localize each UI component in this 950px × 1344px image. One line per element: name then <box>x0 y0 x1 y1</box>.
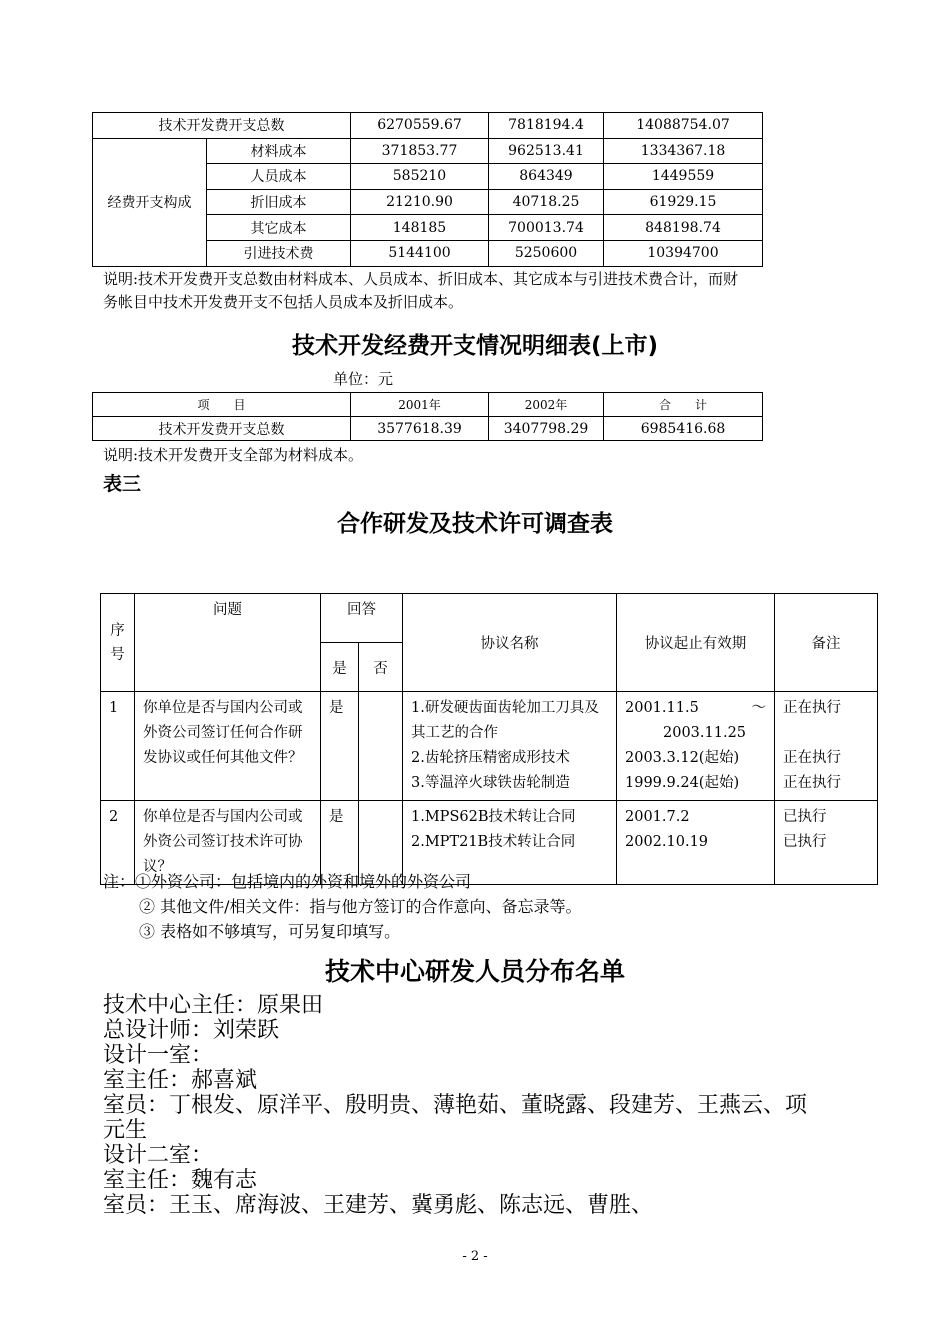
row-yes: 是 <box>321 692 359 801</box>
row-remarks <box>775 801 878 885</box>
cell: 962513.41 <box>489 138 604 164</box>
page-number: - 2 - <box>462 1249 488 1264</box>
cell: 3407798.29 <box>489 417 604 441</box>
note-line: 说明:技术开发费开支总数由材料成本、人员成本、折旧成本、其它成本与引进技术费合计，而财 <box>103 270 739 288</box>
row-label: 折旧成本 <box>207 189 351 215</box>
section4-title: 技术中心研发人员分布名单 <box>324 957 625 986</box>
table-row <box>93 138 763 164</box>
table-header <box>93 393 763 417</box>
section2-title: 技术开发经费开支情况明细表(上市) <box>291 333 659 359</box>
period-item: 2003.3.12(起始) <box>625 750 740 766</box>
note-line: ② 其他文件/相关文件：指与他方签订的合作意向、备忘录等。 <box>139 897 582 916</box>
header-seq-text: 序号 <box>110 622 125 663</box>
header-item: 项 目 <box>93 393 351 417</box>
section3-notes <box>103 869 581 944</box>
header-answer: 回答 <box>321 594 403 643</box>
remark-item: 已执行 <box>783 834 827 850</box>
row-periods <box>617 692 775 801</box>
remark-spacer <box>783 721 869 746</box>
staff-line: 元生 <box>103 1118 148 1143</box>
staff-line: 设计二室： <box>103 1143 214 1168</box>
staff-line: 设计一室： <box>103 1043 214 1068</box>
row-label: 材料成本 <box>207 138 351 164</box>
period-item: 1999.9.24(起始) <box>625 775 740 791</box>
staff-line: 室员：丁根发、原洋平、殷明贵、薄艳茹、董晓露、段建芳、王燕云、项 <box>103 1093 808 1118</box>
total-sum: 14088754.07 <box>604 113 763 139</box>
table1-note <box>103 268 738 314</box>
period-item: 2003.11.25 <box>663 725 747 741</box>
agreement-item: 2.MPT21B技术转让合同 <box>411 834 576 850</box>
staff-line: 室员：王玉、席海波、王建芳、冀勇彪、陈志远、曹胜、 <box>103 1193 654 1218</box>
header-question: 问题 <box>135 594 321 692</box>
agreement-item: 3.等温淬火球铁齿轮制造 <box>411 775 570 791</box>
table-row <box>93 417 763 441</box>
cell: 585210 <box>351 164 489 190</box>
row-label: 人员成本 <box>207 164 351 190</box>
row-label: 其它成本 <box>207 215 351 241</box>
header-yes: 是 <box>321 643 359 692</box>
cell: 848198.74 <box>604 215 763 241</box>
staff-line: 总设计师：刘荣跃 <box>103 1018 280 1043</box>
staff-line: 室主任：郝喜斌 <box>103 1068 258 1093</box>
note-line: ③ 表格如不够填写，可另复印填写。 <box>139 922 401 941</box>
row-seq: 1 <box>101 692 135 801</box>
row-question: 你单位是否与国内公司或外资公司签订任何合作研发协议或任何其他文件？ <box>135 692 321 801</box>
remark-item: 正在执行 <box>783 700 841 716</box>
cell: 3577618.39 <box>351 417 489 441</box>
unit-label: 单位：元 <box>333 370 394 388</box>
cell: 1449559 <box>604 164 763 190</box>
header-remark: 备注 <box>775 594 878 692</box>
row-periods <box>617 801 775 885</box>
header-2002: 2002年 <box>489 393 604 417</box>
period-item: 2002.10.19 <box>625 834 709 850</box>
remark-item: 已执行 <box>783 809 827 825</box>
row-agreements <box>403 692 617 801</box>
row-label: 引进技术费 <box>207 240 351 266</box>
row-yes: 是 <box>321 801 359 885</box>
cell: 864349 <box>489 164 604 190</box>
staff-list <box>103 993 807 1218</box>
table-header <box>101 594 878 643</box>
section3-title: 合作研发及技术许可调查表 <box>337 511 613 537</box>
staff-line: 室主任：魏有志 <box>103 1168 258 1193</box>
row-seq: 2 <box>101 801 135 885</box>
period-separator: ～ <box>751 700 766 716</box>
cell: 40718.25 <box>489 189 604 215</box>
group-label: 经费开支构成 <box>93 138 207 266</box>
row-no <box>359 692 403 801</box>
header-total: 合 计 <box>604 393 763 417</box>
cell: 371853.77 <box>351 138 489 164</box>
header-period: 协议起止有效期 <box>617 594 775 692</box>
period-item <box>625 696 766 721</box>
cell: 10394700 <box>604 240 763 266</box>
listed-expense-table <box>92 392 763 441</box>
header-2001: 2001年 <box>351 393 489 417</box>
row-question: 你单位是否与国内公司或外资公司签订技术许可协议？ <box>135 801 321 885</box>
agreement-item: 1.MPS62B技术转让合同 <box>411 809 576 825</box>
remark-item: 正在执行 <box>783 750 841 766</box>
header-seq <box>101 594 135 692</box>
cell: 5250600 <box>489 240 604 266</box>
cell: 700013.74 <box>489 215 604 241</box>
row-label: 技术开发费开支总数 <box>93 417 351 441</box>
total-label: 技术开发费开支总数 <box>93 113 351 139</box>
total-2001: 6270559.67 <box>351 113 489 139</box>
staff-line: 技术中心主任：原果田 <box>103 993 324 1018</box>
note-line: 注：①外资公司：包括境内的外资和境外的外资公司 <box>103 872 472 891</box>
note-line: 务帐目中技术开发费开支不包括人员成本及折旧成本。 <box>103 293 464 311</box>
agreement-item: 1.研发硬齿面齿轮加工刀具及其工艺的合作 <box>411 700 599 741</box>
agreement-item: 2.齿轮挤压精密成形技术 <box>411 750 570 766</box>
table3-label: 表三 <box>103 473 142 495</box>
table-row <box>93 113 763 139</box>
cell: 5144100 <box>351 240 489 266</box>
cell: 21210.90 <box>351 189 489 215</box>
header-no: 否 <box>359 643 403 692</box>
cell: 1334367.18 <box>604 138 763 164</box>
cell: 6985416.68 <box>604 417 763 441</box>
total-2002: 7818194.4 <box>489 113 604 139</box>
period-item: 2001.7.2 <box>625 809 690 825</box>
header-agreement: 协议名称 <box>403 594 617 692</box>
row-remarks <box>775 692 878 801</box>
expense-table <box>92 112 763 267</box>
table-row <box>101 692 878 801</box>
period-start: 2001.11.5 <box>625 700 699 716</box>
cooperation-table <box>100 593 878 885</box>
section2-note: 说明:技术开发费开支全部为材料成本。 <box>103 446 364 464</box>
remark-item: 正在执行 <box>783 775 841 791</box>
cell: 61929.15 <box>604 189 763 215</box>
cell: 148185 <box>351 215 489 241</box>
